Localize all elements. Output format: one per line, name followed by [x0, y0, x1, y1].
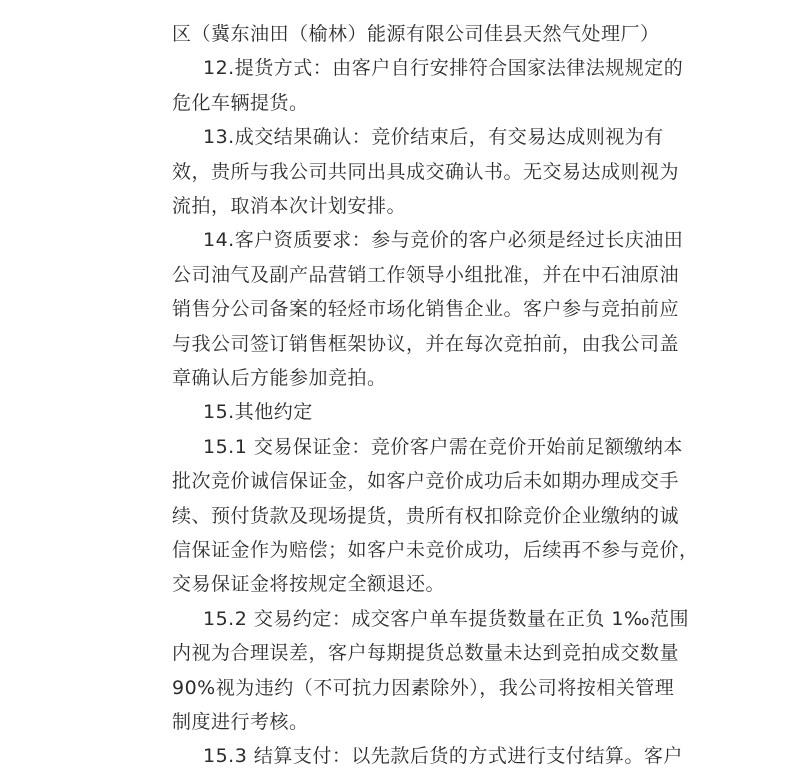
text-line: 销售分公司备案的轻烃市场化销售企业。客户参与竞拍前应 [172, 298, 680, 321]
text-line: 14.客户资质要求：参与竞价的客户必须是经过长庆油田 [203, 229, 684, 252]
text-line: 15.1 交易保证金：竞价客户需在竞价开始前足额缴纳本 [203, 435, 683, 458]
text-line: 流拍，取消本次计划安排。 [172, 195, 407, 217]
text-line: 13.成交结果确认：竞价结束后，有交易达成则视为有 [203, 126, 664, 149]
text-line: 续、预付货款及现场提货，贵所有权扣除竞价企业缴纳的诚 [172, 504, 680, 527]
text-line: 批次竞价诚信保证金，如客户竞价成功后未如期办理成交手 [172, 470, 680, 493]
text-line: 区（冀东油田（榆林）能源有限公司佳县天然气处理厂） [172, 23, 660, 45]
text-line: 15.3 结算支付：以先款后货的方式进行支付结算。客户 [203, 745, 683, 768]
text-line: 效，贵所与我公司共同出具成交确认书。无交易达成则视为 [172, 160, 680, 183]
text-line: 与我公司签订销售框架协议，并在每次竞拍前，由我公司盖 [172, 332, 680, 355]
text-line: 90%视为违约（不可抗力因素除外），我公司将按相关管理 [172, 676, 675, 699]
text-line: 信保证金作为赔偿；如客户未竞价成功，后续再不参与竞价， [172, 539, 699, 561]
text-line: 15.2 交易约定：成交客户单车提货数量在正负 1‰范围 [203, 607, 689, 630]
text-line: 章确认后方能参加竞拍。 [172, 367, 387, 389]
text-line: 12.提货方式：由客户自行安排符合国家法律法规规定的 [203, 57, 684, 80]
text-line: 内视为合理误差，客户每期提货总数量未达到竞拍成交数量 [172, 642, 680, 665]
text-line: 15.其他约定 [203, 401, 313, 424]
text-line: 公司油气及副产品营销工作领导小组批准，并在中石油原油 [172, 263, 680, 286]
text-line: 危化车辆提货。 [172, 91, 309, 114]
text-line: 制度进行考核。 [172, 711, 309, 733]
text-line: 交易保证金将按规定全额退还。 [172, 573, 446, 596]
